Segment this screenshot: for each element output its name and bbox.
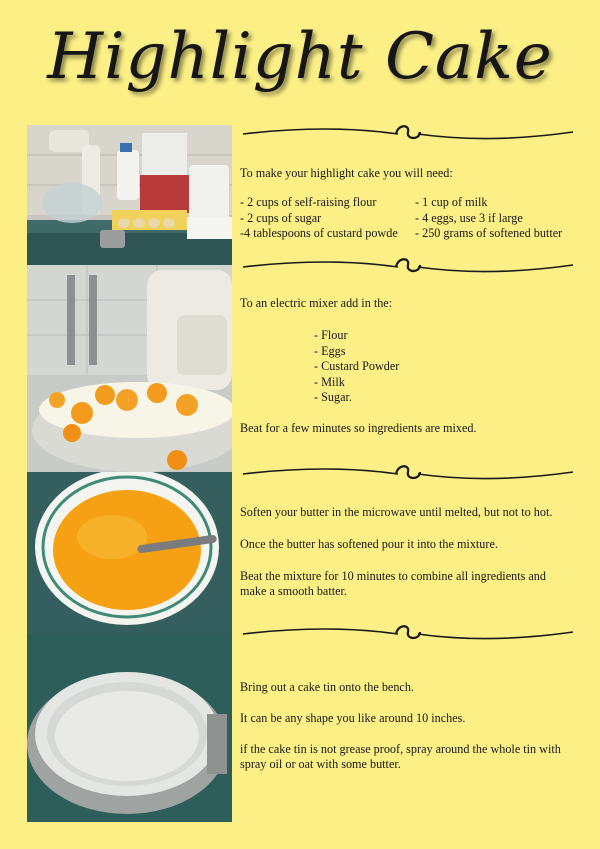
mixer-bowl-photo [27, 265, 232, 472]
ingredient-item: - 2 cups of self-raising flour [240, 195, 377, 209]
butter-step-2: Once the butter has softened pour it into the mixture. [240, 537, 498, 551]
ornament-divider-2 [238, 255, 578, 277]
list-item: - Eggs [314, 343, 346, 358]
tin-step-1: Bring out a cake tin onto the bench. [240, 680, 414, 694]
ingredient-item: - 1 cup of milk [415, 195, 488, 209]
ornament-divider-1 [238, 122, 578, 144]
melted-butter-photo [27, 472, 232, 634]
ingredients-intro: To make your highlight cake you will need: [240, 166, 453, 180]
mixer-outro: Beat for a few minutes so ingredients are mixed. [240, 421, 477, 435]
cake-tin-photo [27, 634, 232, 822]
mixer-intro: To an electric mixer add in the: [240, 296, 393, 310]
list-item: - Sugar. [314, 390, 352, 404]
page-title: Highlight Cake [47, 20, 553, 94]
ornament-divider-3 [238, 462, 578, 484]
ingredients-right-list [415, 195, 562, 242]
ingredient-item: - 4 eggs, use 3 if large [415, 210, 523, 225]
list-item: - Flour [314, 328, 348, 342]
ingredient-item: -4 tablespoons of custard powde [240, 226, 398, 240]
ingredient-item: - 2 cups of sugar [240, 210, 322, 225]
list-item: - Milk [314, 374, 345, 389]
tin-step-3: if the cake tin is not grease proof, spray around the whole tin with spray oil or oat with some butter. [240, 742, 561, 771]
ingredient-item: - 250 grams of softened butter [415, 226, 563, 240]
ingredients-left-list [240, 195, 398, 242]
mixer-ingredient-list [314, 328, 399, 406]
ornament-divider-4 [238, 622, 578, 644]
list-item: - Custard Powder [314, 359, 400, 373]
butter-step-1: Soften your butter in the microwave until melted, but not to hot. [240, 505, 553, 519]
butter-step-3: Beat the mixture for 10 minutes to combine all ingredients and make a smooth batter. [240, 569, 546, 598]
ingredients-photo [27, 125, 232, 265]
tin-step-2: It can be any shape you like around 10 inches. [240, 711, 466, 725]
